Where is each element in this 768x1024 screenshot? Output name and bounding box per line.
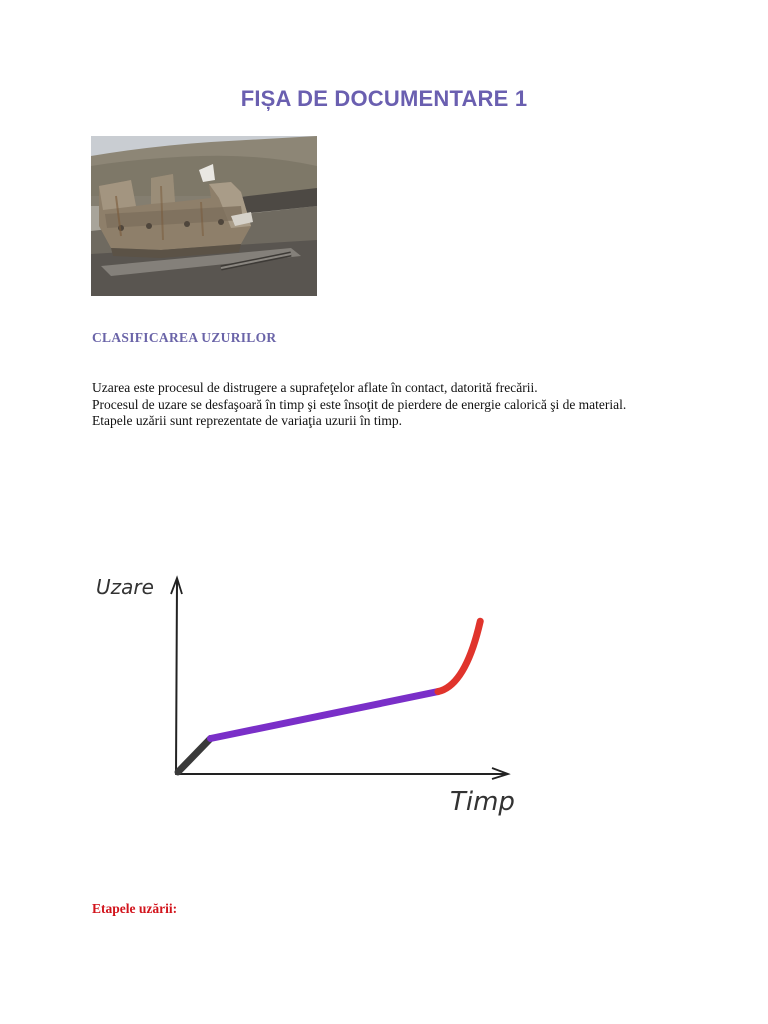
worn-part-photo	[91, 136, 317, 296]
page-title: FIȘA DE DOCUMENTARE 1	[240, 86, 528, 111]
y-axis-label: Uzare	[96, 575, 154, 599]
paragraph: Uzarea este procesul de distrugere a suprafeţelor aflate în contact, datorită frecării.	[92, 380, 538, 395]
y-axis	[176, 582, 177, 774]
series-line-1	[178, 739, 211, 773]
series-layer	[178, 621, 480, 772]
series-line-3	[438, 621, 480, 691]
paragraph: Procesul de uzare se desfaşoară în timp şi este însoţit de pierdere de energie calorică şi de material.	[92, 396, 627, 412]
wear-chart	[88, 560, 548, 850]
body-text	[92, 380, 682, 430]
stages-heading: Etapele uzării:	[92, 901, 178, 916]
paragraph: Etapele uzării sunt reprezentate de variaţia uzurii în timp.	[92, 413, 402, 428]
x-axis-label: Timp	[450, 787, 515, 817]
series-line-2	[211, 692, 439, 739]
worn-metal-part-photo-icon	[91, 136, 317, 296]
wear-chart-svg	[88, 560, 548, 850]
section-heading: CLASIFICAREA UZURILOR	[92, 330, 277, 345]
